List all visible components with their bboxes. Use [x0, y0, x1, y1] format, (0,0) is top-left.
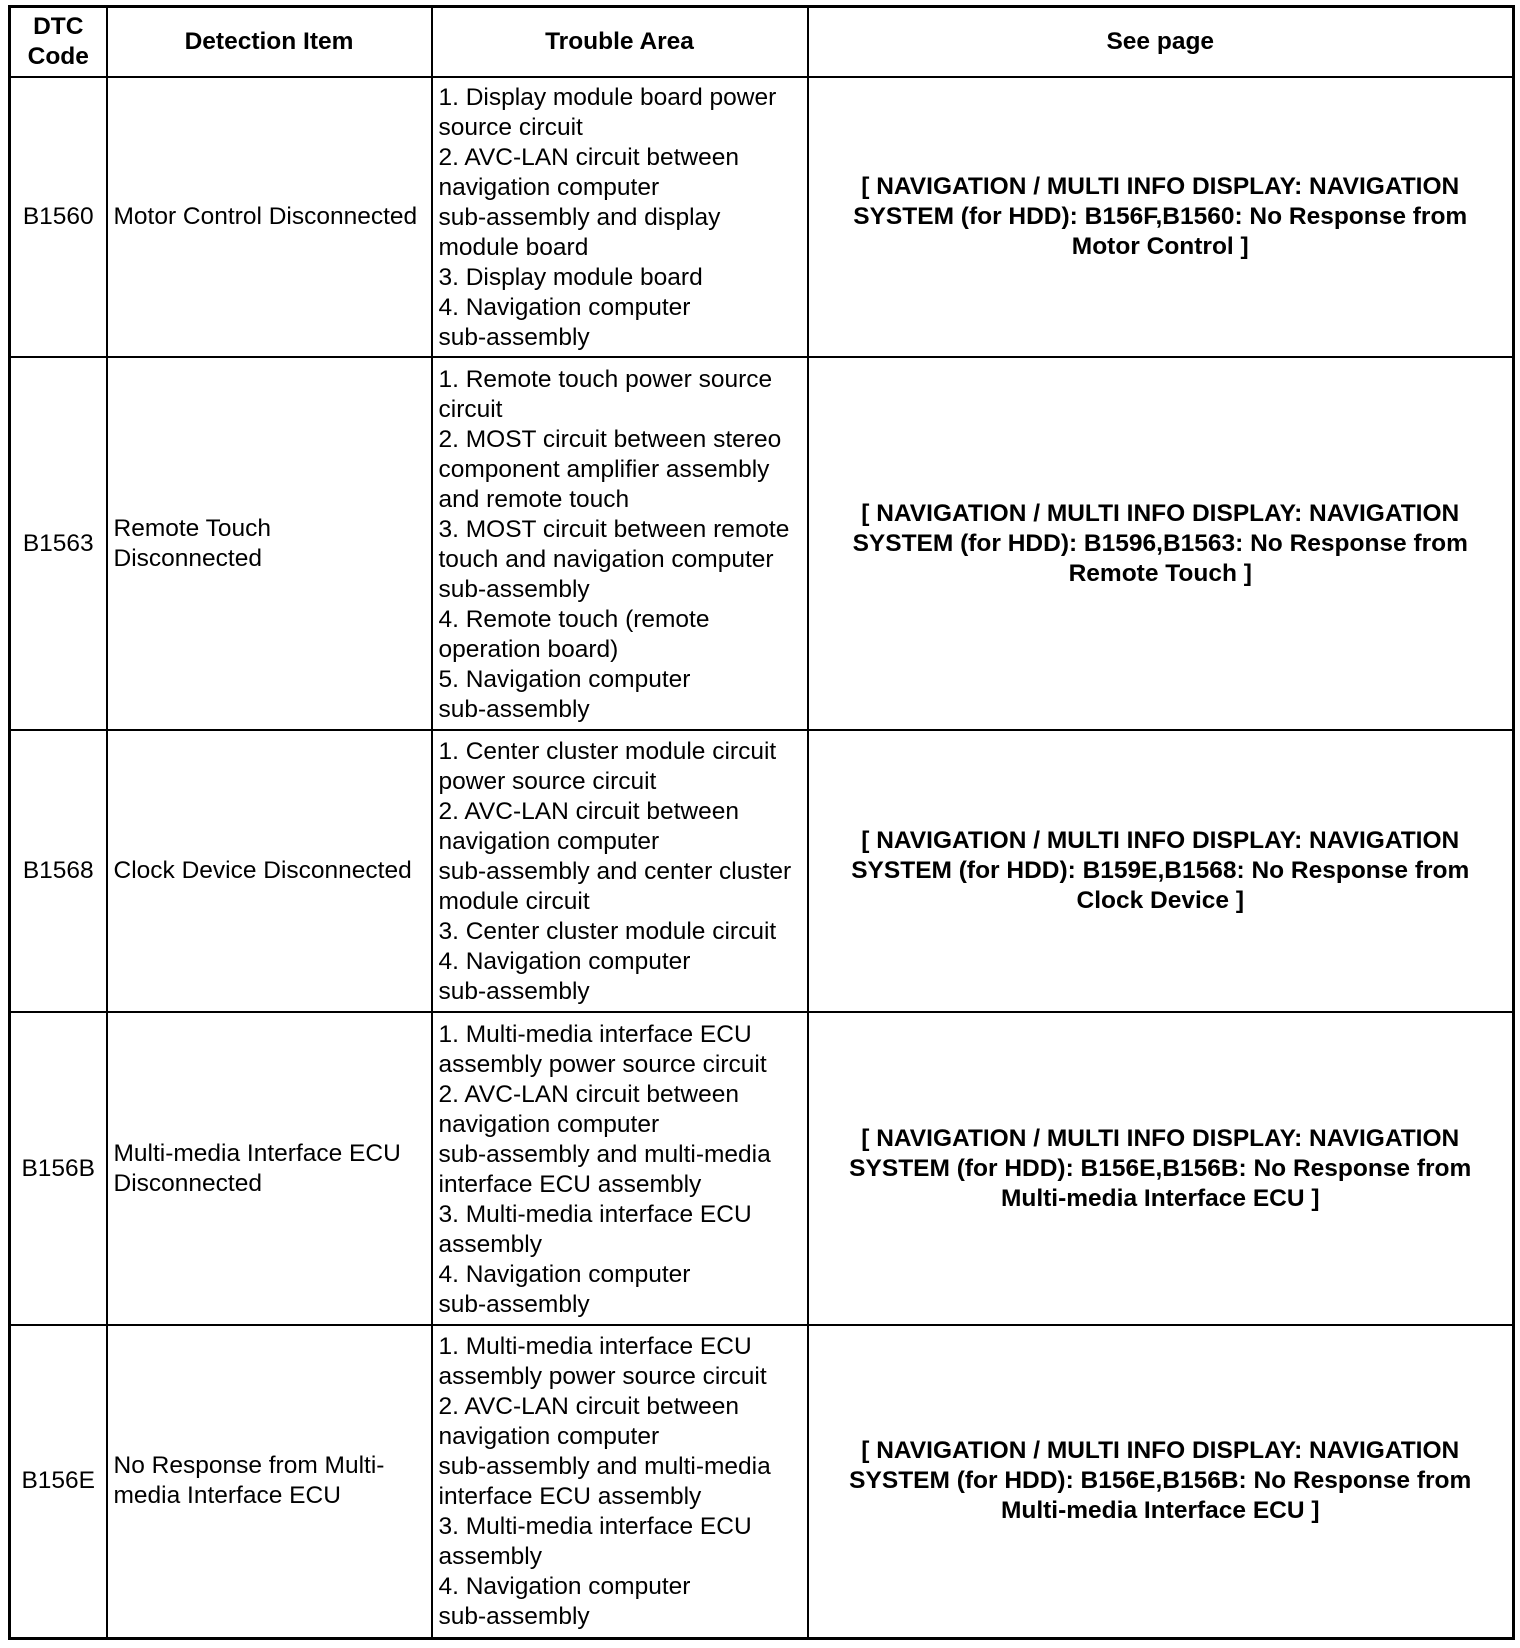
trouble-area-line: module circuit [438, 888, 590, 915]
trouble-area-line: sub-assembly [438, 978, 590, 1005]
see-page-link[interactable]: [ NAVIGATION / MULTI INFO DISPLAY: NAVIGATION SYSTEM (for HDD): B156E,B156B: No Response from Multi-media Interface ECU ] [808, 1325, 1514, 1638]
detection-item-cell: Clock Device Disconnected [107, 730, 432, 1012]
table-body [10, 77, 1514, 1638]
dtc-table [8, 5, 1515, 1640]
trouble-area-line: navigation computer [438, 1110, 660, 1138]
table-row [10, 730, 1514, 1012]
trouble-area-line: 4. Navigation computer [438, 294, 691, 321]
header-trouble-area: Trouble Area [432, 7, 808, 78]
table-row [10, 1012, 1514, 1325]
trouble-area-line: sub-assembly [438, 324, 590, 351]
trouble-area-line: 2. AVC-LAN circuit between [438, 798, 739, 825]
table-row [10, 1325, 1514, 1638]
see-page-link[interactable]: [ NAVIGATION / MULTI INFO DISPLAY: NAVIGATION SYSTEM (for HDD): B156E,B156B: No Response from Multi-media Interface ECU ] [808, 1012, 1514, 1325]
trouble-area-line: 3. MOST circuit between remote [438, 515, 790, 543]
trouble-area-line: 4. Navigation computer [438, 1260, 691, 1288]
trouble-area-line: circuit [438, 395, 503, 423]
see-page-link[interactable]: [ NAVIGATION / MULTI INFO DISPLAY: NAVIGATION SYSTEM (for HDD): B156F,B1560: No Response from Motor Control ] [808, 77, 1514, 357]
header-dtc-code: DTC Code [10, 7, 107, 78]
trouble-area-line: navigation computer [438, 174, 660, 201]
trouble-area-line: sub-assembly [438, 1290, 590, 1318]
dtc-code-cell: B156E [10, 1325, 107, 1638]
detection-item-cell: Remote Touch Disconnected [107, 357, 432, 730]
trouble-area-line: 4. Navigation computer [438, 948, 691, 975]
trouble-area-line: interface ECU assembly [438, 1483, 702, 1511]
trouble-area-cell [432, 77, 808, 357]
trouble-area-line: sub-assembly [438, 695, 590, 723]
table-row [10, 77, 1514, 357]
trouble-area-line: sub-assembly [438, 575, 590, 603]
header-detection-item: Detection Item [107, 7, 432, 78]
trouble-area-cell [432, 730, 808, 1012]
header-row [10, 7, 1514, 78]
trouble-area-line: module board [438, 234, 589, 261]
header-see-page: See page [808, 7, 1514, 78]
trouble-area-line: assembly [438, 1543, 542, 1571]
trouble-area-line: operation board) [438, 635, 619, 663]
trouble-area-line: assembly power source circuit [438, 1363, 767, 1391]
detection-item-cell: Motor Control Disconnected [107, 77, 432, 357]
dtc-code-cell: B1560 [10, 77, 107, 357]
trouble-area-line: 5. Navigation computer [438, 665, 691, 693]
see-page-link[interactable]: [ NAVIGATION / MULTI INFO DISPLAY: NAVIGATION SYSTEM (for HDD): B159E,B1568: No Response from Clock Device ] [808, 730, 1514, 1012]
trouble-area-line: power source circuit [438, 768, 657, 795]
trouble-area-line: source circuit [438, 114, 583, 141]
trouble-area-line: 2. MOST circuit between stereo [438, 425, 782, 453]
trouble-area-line: 1. Center cluster module circuit [438, 738, 777, 765]
dtc-code-cell: B156B [10, 1012, 107, 1325]
trouble-area-cell [432, 1325, 808, 1638]
dtc-code-cell: B1568 [10, 730, 107, 1012]
trouble-area-line: 1. Multi-media interface ECU [438, 1020, 752, 1048]
trouble-area-line: 3. Multi-media interface ECU [438, 1200, 752, 1228]
detection-item-cell: Multi-media Interface ECU Disconnected [107, 1012, 432, 1325]
trouble-area-line: navigation computer [438, 1423, 660, 1451]
trouble-area-line: 4. Navigation computer [438, 1573, 691, 1601]
detection-item-cell: No Response from Multi-media Interface ECU [107, 1325, 432, 1638]
dtc-code-cell: B1563 [10, 357, 107, 730]
trouble-area-line: navigation computer [438, 828, 660, 855]
trouble-area-line: sub-assembly and multi-media [438, 1140, 771, 1168]
table-row [10, 357, 1514, 730]
trouble-area-line: 3. Center cluster module circuit [438, 918, 777, 945]
trouble-area-line: 3. Multi-media interface ECU [438, 1513, 752, 1541]
trouble-area-line: sub-assembly and center cluster [438, 858, 792, 885]
trouble-area-line: sub-assembly and display [438, 204, 721, 231]
trouble-area-line: assembly power source circuit [438, 1050, 767, 1078]
trouble-area-line: sub-assembly and multi-media [438, 1453, 771, 1481]
trouble-area-line: 1. Remote touch power source [438, 365, 773, 393]
trouble-area-line: sub-assembly [438, 1603, 590, 1631]
trouble-area-line: touch and navigation computer [438, 545, 774, 573]
trouble-area-line: component amplifier assembly [438, 455, 770, 483]
trouble-area-line: 4. Remote touch (remote [438, 605, 710, 633]
trouble-area-line: assembly [438, 1230, 542, 1258]
see-page-link[interactable]: [ NAVIGATION / MULTI INFO DISPLAY: NAVIGATION SYSTEM (for HDD): B1596,B1563: No Response from Remote Touch ] [808, 357, 1514, 730]
trouble-area-line: and remote touch [438, 485, 630, 513]
trouble-area-line: 3. Display module board [438, 264, 703, 291]
trouble-area-line: 2. AVC-LAN circuit between [438, 144, 739, 171]
trouble-area-cell [432, 357, 808, 730]
trouble-area-cell [432, 1012, 808, 1325]
trouble-area-line: 2. AVC-LAN circuit between [438, 1393, 739, 1421]
trouble-area-line: 2. AVC-LAN circuit between [438, 1080, 739, 1108]
trouble-area-line: 1. Display module board power [438, 84, 777, 111]
trouble-area-line: 1. Multi-media interface ECU [438, 1333, 752, 1361]
trouble-area-line: interface ECU assembly [438, 1170, 702, 1198]
